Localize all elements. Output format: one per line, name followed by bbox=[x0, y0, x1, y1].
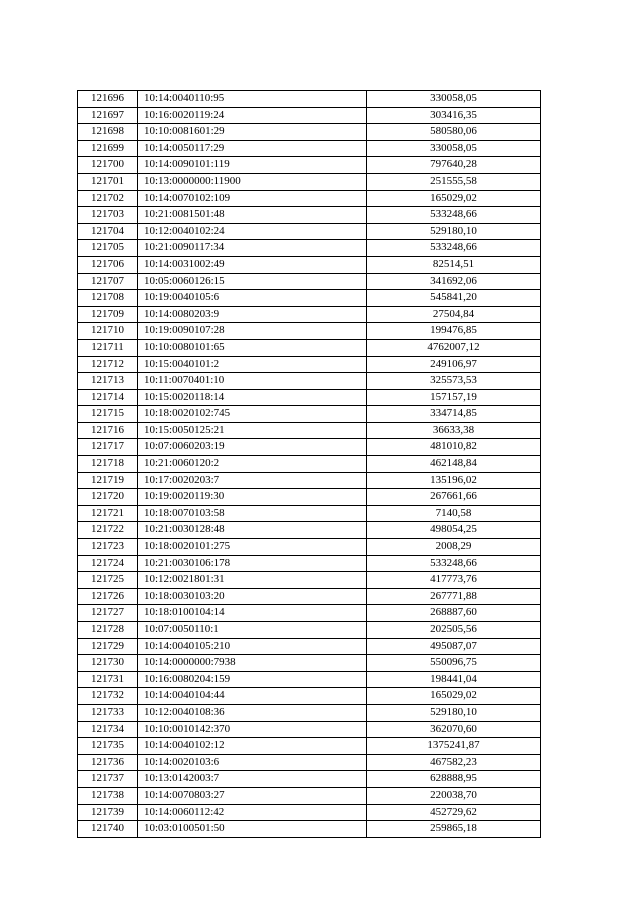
row-id-cell: 121714 bbox=[78, 389, 138, 406]
cadastral-number-cell: 10:14:0040110:95 bbox=[138, 91, 367, 108]
row-id-cell: 121726 bbox=[78, 588, 138, 605]
row-id-cell: 121698 bbox=[78, 124, 138, 141]
row-id-cell: 121713 bbox=[78, 373, 138, 390]
value-cell: 220038,70 bbox=[367, 787, 541, 804]
cadastral-number-cell: 10:18:0070103:58 bbox=[138, 505, 367, 522]
table-row bbox=[78, 290, 541, 307]
table-row bbox=[78, 721, 541, 738]
cadastral-number-cell: 10:21:0090117:34 bbox=[138, 240, 367, 257]
row-id-cell: 121711 bbox=[78, 339, 138, 356]
cadastral-number-cell: 10:03:0100501:50 bbox=[138, 821, 367, 838]
table-row bbox=[78, 140, 541, 157]
table-row bbox=[78, 704, 541, 721]
table-row bbox=[78, 124, 541, 141]
value-cell: 533248,66 bbox=[367, 240, 541, 257]
value-cell: 268887,60 bbox=[367, 605, 541, 622]
row-id-cell: 121703 bbox=[78, 207, 138, 224]
value-cell: 481010,82 bbox=[367, 439, 541, 456]
row-id-cell: 121723 bbox=[78, 539, 138, 556]
table-row bbox=[78, 489, 541, 506]
row-id-cell: 121708 bbox=[78, 290, 138, 307]
table-row bbox=[78, 671, 541, 688]
value-cell: 334714,85 bbox=[367, 406, 541, 423]
document-page bbox=[77, 90, 541, 838]
cadastral-number-cell: 10:13:0142003:7 bbox=[138, 771, 367, 788]
row-id-cell: 121738 bbox=[78, 787, 138, 804]
row-id-cell: 121697 bbox=[78, 107, 138, 124]
table-body bbox=[78, 91, 541, 838]
table-row bbox=[78, 406, 541, 423]
cadastral-number-cell: 10:15:0040101:2 bbox=[138, 356, 367, 373]
row-id-cell: 121712 bbox=[78, 356, 138, 373]
cadastral-number-cell: 10:18:0030103:20 bbox=[138, 588, 367, 605]
cadastral-number-cell: 10:14:0090101:119 bbox=[138, 157, 367, 174]
row-id-cell: 121719 bbox=[78, 472, 138, 489]
table-row bbox=[78, 771, 541, 788]
value-cell: 452729,62 bbox=[367, 804, 541, 821]
table-row bbox=[78, 273, 541, 290]
table-row bbox=[78, 256, 541, 273]
cadastral-number-cell: 10:14:0050117:29 bbox=[138, 140, 367, 157]
row-id-cell: 121707 bbox=[78, 273, 138, 290]
cadastral-number-cell: 10:07:0060203:19 bbox=[138, 439, 367, 456]
row-id-cell: 121737 bbox=[78, 771, 138, 788]
table-row bbox=[78, 107, 541, 124]
row-id-cell: 121731 bbox=[78, 671, 138, 688]
row-id-cell: 121740 bbox=[78, 821, 138, 838]
row-id-cell: 121706 bbox=[78, 256, 138, 273]
value-cell: 157157,19 bbox=[367, 389, 541, 406]
value-cell: 550096,75 bbox=[367, 655, 541, 672]
row-id-cell: 121736 bbox=[78, 754, 138, 771]
value-cell: 1375241,87 bbox=[367, 738, 541, 755]
value-cell: 545841,20 bbox=[367, 290, 541, 307]
value-cell: 498054,25 bbox=[367, 522, 541, 539]
table-row bbox=[78, 588, 541, 605]
table-row bbox=[78, 821, 541, 838]
cadastral-number-cell: 10:19:0040105:6 bbox=[138, 290, 367, 307]
row-id-cell: 121720 bbox=[78, 489, 138, 506]
table-row bbox=[78, 157, 541, 174]
row-id-cell: 121704 bbox=[78, 223, 138, 240]
value-cell: 27504,84 bbox=[367, 306, 541, 323]
cadastral-number-cell: 10:14:0031002:49 bbox=[138, 256, 367, 273]
table-row bbox=[78, 605, 541, 622]
value-cell: 199476,85 bbox=[367, 323, 541, 340]
value-cell: 202505,56 bbox=[367, 622, 541, 639]
value-cell: 330058,05 bbox=[367, 91, 541, 108]
value-cell: 580580,06 bbox=[367, 124, 541, 141]
value-cell: 267661,66 bbox=[367, 489, 541, 506]
cadastral-number-cell: 10:17:0020203:7 bbox=[138, 472, 367, 489]
row-id-cell: 121725 bbox=[78, 572, 138, 589]
row-id-cell: 121718 bbox=[78, 456, 138, 473]
value-cell: 495087,07 bbox=[367, 638, 541, 655]
cadastral-number-cell: 10:14:0000000:7938 bbox=[138, 655, 367, 672]
value-cell: 303416,35 bbox=[367, 107, 541, 124]
cadastral-number-cell: 10:12:0021801:31 bbox=[138, 572, 367, 589]
table-row bbox=[78, 173, 541, 190]
data-table bbox=[77, 90, 541, 838]
table-row bbox=[78, 738, 541, 755]
table-row bbox=[78, 522, 541, 539]
cadastral-number-cell: 10:13:0000000:11900 bbox=[138, 173, 367, 190]
row-id-cell: 121715 bbox=[78, 406, 138, 423]
cadastral-number-cell: 10:14:0040102:12 bbox=[138, 738, 367, 755]
row-id-cell: 121724 bbox=[78, 555, 138, 572]
table-row bbox=[78, 456, 541, 473]
cadastral-number-cell: 10:14:0070803:27 bbox=[138, 787, 367, 804]
value-cell: 362070,60 bbox=[367, 721, 541, 738]
row-id-cell: 121699 bbox=[78, 140, 138, 157]
table-row bbox=[78, 804, 541, 821]
table-row bbox=[78, 240, 541, 257]
table-row bbox=[78, 223, 541, 240]
value-cell: 628888,95 bbox=[367, 771, 541, 788]
value-cell: 797640,28 bbox=[367, 157, 541, 174]
table-row bbox=[78, 323, 541, 340]
row-id-cell: 121716 bbox=[78, 422, 138, 439]
cadastral-number-cell: 10:14:0080203:9 bbox=[138, 306, 367, 323]
table-row bbox=[78, 472, 541, 489]
table-row bbox=[78, 655, 541, 672]
table-row bbox=[78, 539, 541, 556]
table-row bbox=[78, 207, 541, 224]
table-row bbox=[78, 439, 541, 456]
cadastral-number-cell: 10:18:0020101:275 bbox=[138, 539, 367, 556]
row-id-cell: 121709 bbox=[78, 306, 138, 323]
cadastral-number-cell: 10:18:0100104:14 bbox=[138, 605, 367, 622]
cadastral-number-cell: 10:11:0070401:10 bbox=[138, 373, 367, 390]
row-id-cell: 121739 bbox=[78, 804, 138, 821]
value-cell: 462148,84 bbox=[367, 456, 541, 473]
value-cell: 330058,05 bbox=[367, 140, 541, 157]
table-row bbox=[78, 91, 541, 108]
value-cell: 249106,97 bbox=[367, 356, 541, 373]
value-cell: 165029,02 bbox=[367, 688, 541, 705]
value-cell: 533248,66 bbox=[367, 207, 541, 224]
cadastral-number-cell: 10:12:0040108:36 bbox=[138, 704, 367, 721]
table-row bbox=[78, 555, 541, 572]
row-id-cell: 121702 bbox=[78, 190, 138, 207]
row-id-cell: 121733 bbox=[78, 704, 138, 721]
table-row bbox=[78, 505, 541, 522]
value-cell: 135196,02 bbox=[367, 472, 541, 489]
cadastral-number-cell: 10:12:0040102:24 bbox=[138, 223, 367, 240]
cadastral-number-cell: 10:14:0040104:44 bbox=[138, 688, 367, 705]
cadastral-number-cell: 10:14:0060112:42 bbox=[138, 804, 367, 821]
table-row bbox=[78, 306, 541, 323]
table-row bbox=[78, 688, 541, 705]
row-id-cell: 121728 bbox=[78, 622, 138, 639]
cadastral-number-cell: 10:15:0050125:21 bbox=[138, 422, 367, 439]
cadastral-number-cell: 10:14:0020103:6 bbox=[138, 754, 367, 771]
value-cell: 325573,53 bbox=[367, 373, 541, 390]
row-id-cell: 121717 bbox=[78, 439, 138, 456]
value-cell: 36633,38 bbox=[367, 422, 541, 439]
row-id-cell: 121735 bbox=[78, 738, 138, 755]
value-cell: 267771,88 bbox=[367, 588, 541, 605]
table-row bbox=[78, 373, 541, 390]
cadastral-number-cell: 10:21:0060120:2 bbox=[138, 456, 367, 473]
row-id-cell: 121700 bbox=[78, 157, 138, 174]
table-row bbox=[78, 356, 541, 373]
table-row bbox=[78, 339, 541, 356]
value-cell: 341692,06 bbox=[367, 273, 541, 290]
row-id-cell: 121732 bbox=[78, 688, 138, 705]
value-cell: 2008,29 bbox=[367, 539, 541, 556]
table-row bbox=[78, 754, 541, 771]
table-row bbox=[78, 422, 541, 439]
value-cell: 4762007,12 bbox=[367, 339, 541, 356]
value-cell: 198441,04 bbox=[367, 671, 541, 688]
table-row bbox=[78, 389, 541, 406]
cadastral-number-cell: 10:07:0050110:1 bbox=[138, 622, 367, 639]
cadastral-number-cell: 10:19:0020119:30 bbox=[138, 489, 367, 506]
cadastral-number-cell: 10:16:0080204:159 bbox=[138, 671, 367, 688]
row-id-cell: 121734 bbox=[78, 721, 138, 738]
value-cell: 467582,23 bbox=[367, 754, 541, 771]
row-id-cell: 121701 bbox=[78, 173, 138, 190]
cadastral-number-cell: 10:10:0080101:65 bbox=[138, 339, 367, 356]
cadastral-number-cell: 10:10:0081601:29 bbox=[138, 124, 367, 141]
value-cell: 533248,66 bbox=[367, 555, 541, 572]
cadastral-number-cell: 10:16:0020119:24 bbox=[138, 107, 367, 124]
table-row bbox=[78, 572, 541, 589]
row-id-cell: 121727 bbox=[78, 605, 138, 622]
table-row bbox=[78, 622, 541, 639]
cadastral-number-cell: 10:14:0040105:210 bbox=[138, 638, 367, 655]
cadastral-number-cell: 10:10:0010142:370 bbox=[138, 721, 367, 738]
cadastral-number-cell: 10:18:0020102:745 bbox=[138, 406, 367, 423]
row-id-cell: 121710 bbox=[78, 323, 138, 340]
table-row bbox=[78, 638, 541, 655]
value-cell: 82514,51 bbox=[367, 256, 541, 273]
cadastral-number-cell: 10:21:0081501:48 bbox=[138, 207, 367, 224]
value-cell: 529180,10 bbox=[367, 704, 541, 721]
value-cell: 165029,02 bbox=[367, 190, 541, 207]
cadastral-number-cell: 10:19:0090107:28 bbox=[138, 323, 367, 340]
table-row bbox=[78, 190, 541, 207]
row-id-cell: 121705 bbox=[78, 240, 138, 257]
table-row bbox=[78, 787, 541, 804]
cadastral-number-cell: 10:05:0060126:15 bbox=[138, 273, 367, 290]
value-cell: 417773,76 bbox=[367, 572, 541, 589]
value-cell: 251555,58 bbox=[367, 173, 541, 190]
value-cell: 259865,18 bbox=[367, 821, 541, 838]
value-cell: 529180,10 bbox=[367, 223, 541, 240]
value-cell: 7140,58 bbox=[367, 505, 541, 522]
row-id-cell: 121696 bbox=[78, 91, 138, 108]
row-id-cell: 121729 bbox=[78, 638, 138, 655]
row-id-cell: 121730 bbox=[78, 655, 138, 672]
cadastral-number-cell: 10:21:0030106:178 bbox=[138, 555, 367, 572]
row-id-cell: 121722 bbox=[78, 522, 138, 539]
cadastral-number-cell: 10:15:0020118:14 bbox=[138, 389, 367, 406]
cadastral-number-cell: 10:21:0030128:48 bbox=[138, 522, 367, 539]
row-id-cell: 121721 bbox=[78, 505, 138, 522]
cadastral-number-cell: 10:14:0070102:109 bbox=[138, 190, 367, 207]
